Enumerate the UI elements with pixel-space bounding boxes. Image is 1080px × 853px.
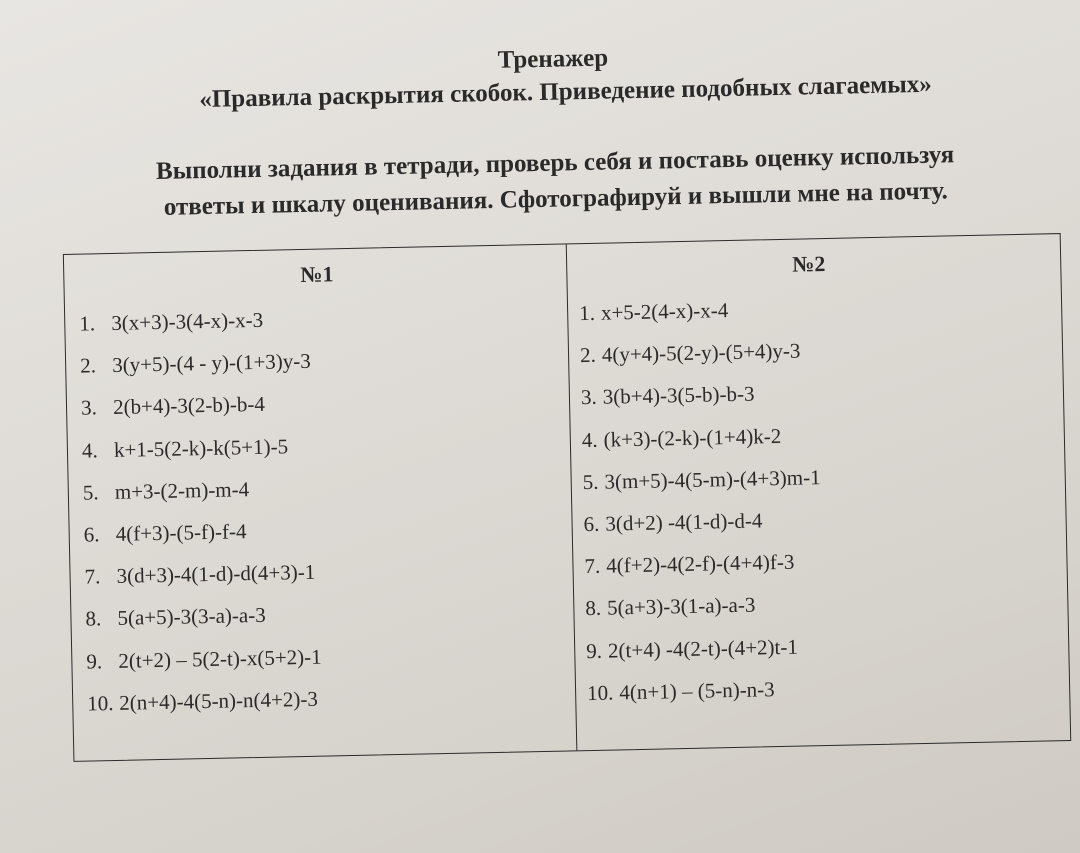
exercise-number: 1.	[578, 300, 596, 326]
exercise-number: 9.	[86, 648, 103, 674]
exercise-expression: 3(y+5)-(4 - y)-(1+3)y-3	[111, 348, 312, 378]
exercise-expression: 2(t+4) -4(2-t)-(4+2)t-1	[607, 634, 799, 663]
exercise-expression: 4(f+3)-(5-f)-f-4	[115, 519, 247, 546]
instruction-line-1: Выполни задания в тетради, проверь себя и поставь оценку используя	[155, 141, 955, 185]
exercise-expression: 3(b+4)-3(5-b)-b-3	[602, 381, 755, 410]
exercise-expression: 2(t+2) – 5(2-t)-x(5+2)-1	[118, 644, 322, 673]
exercise-expression: 2(n+4)-4(5-n)-n(4+2)-3	[118, 686, 319, 715]
exercise-number: 2.	[579, 343, 597, 368]
exercise-number: 1.	[79, 311, 96, 336]
exercise-number: 10.	[86, 690, 114, 716]
exercise-expression: m+3-(2-m)-m-4	[114, 476, 250, 504]
exercise-item	[582, 456, 821, 503]
exercise-item	[86, 635, 322, 682]
exercise-number: 7.	[84, 564, 101, 589]
exercise-number: 4.	[81, 437, 98, 463]
exercise-number: 4.	[581, 427, 598, 452]
exercise-number: 8.	[85, 606, 102, 631]
exercise-item	[579, 287, 818, 334]
exercise-item	[581, 372, 820, 419]
worksheet-subtitle: «Правила раскрытия скобок. Приведение подобных слагаемых»	[199, 70, 933, 114]
exercise-item	[82, 466, 318, 513]
exercise-number: 3.	[80, 395, 98, 420]
exercise-expression: 3(m+5)-4(5-m)-(4+3)m-1	[604, 464, 821, 494]
exercise-item	[586, 625, 825, 672]
column-2-header: №2	[791, 250, 826, 277]
exercise-expression: k+1-5(2-k)-k(5+1)-5	[113, 433, 289, 462]
exercise-number: 5.	[582, 469, 599, 494]
exercise-expression: 4(n+1) – (5-n)-n-3	[619, 676, 775, 705]
exercise-item	[87, 677, 323, 724]
exercise-expression: 3(x+3)-3(4-x)-x-3	[111, 307, 264, 335]
exercise-item	[587, 667, 826, 714]
exercise-expression: 5(a+3)-3(1-a)-a-3	[606, 592, 756, 620]
exercise-number: 9.	[586, 638, 603, 663]
exercise-expression: 4(y+4)-5(2-y)-(5+4)y-3	[601, 338, 801, 367]
exercise-expression: (k+3)-(2-k)-(1+4)k-2	[603, 423, 782, 452]
exercise-expression: 3(d+2) -4(1-d)-d-4	[605, 508, 763, 536]
exercise-expression: 3(d+3)-4(1-d)-d(4+3)-1	[116, 559, 316, 589]
exercise-number: 8.	[585, 596, 602, 621]
column-1-header: №1	[300, 261, 334, 287]
column-1-exercise-list	[79, 298, 323, 725]
exercise-table	[63, 233, 1071, 762]
exercise-item	[79, 298, 315, 345]
exercise-expression: 5(a+5)-3(3-a)-a-3	[117, 603, 266, 631]
exercise-item	[85, 593, 321, 640]
exercise-item	[583, 498, 822, 545]
exercise-number: 10.	[586, 680, 614, 705]
exercise-number: 2.	[79, 353, 97, 378]
exercise-number: 3.	[580, 385, 597, 410]
exercise-expression: 2(b+4)-3(2-b)-b-4	[112, 392, 266, 420]
exercise-item	[580, 329, 819, 376]
column-divider	[566, 244, 578, 750]
exercise-item	[80, 340, 316, 387]
worksheet-title: Тренажер	[497, 44, 609, 74]
exercise-number: 7.	[584, 553, 601, 579]
exercise-item	[83, 509, 319, 556]
exercise-expression: 4(f+2)-4(2-f)-(4+4)f-3	[605, 549, 795, 578]
exercise-item	[585, 582, 824, 629]
exercise-item	[82, 424, 318, 471]
instruction-line-2: ответы и шкалу оценивания. Сфотографируй и вышли мне на почту.	[163, 177, 949, 221]
exercise-number: 5.	[82, 480, 99, 505]
exercise-item	[81, 382, 317, 429]
column-2-exercise-list	[579, 287, 826, 714]
exercise-expression: x+5-2(4-x)-x-4	[600, 298, 729, 325]
exercise-item	[584, 540, 823, 587]
exercise-item	[84, 551, 320, 598]
exercise-number: 6.	[83, 522, 100, 547]
exercise-item	[581, 414, 820, 461]
exercise-number: 6.	[583, 511, 600, 537]
